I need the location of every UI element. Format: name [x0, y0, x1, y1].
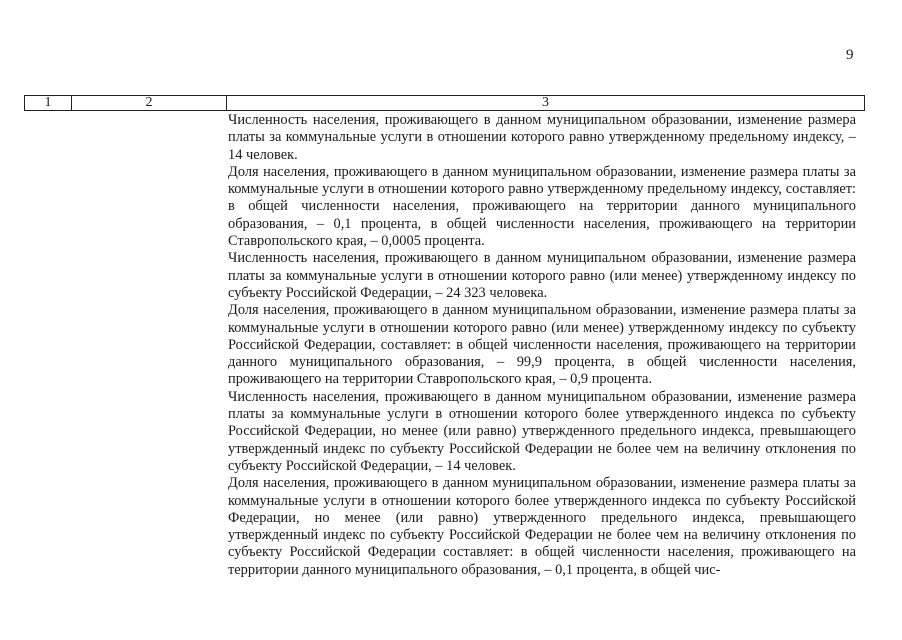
- paragraph-population-share-equal-or-less-index: Доля населения, проживающего в данном муниципальном образовании, изменение размера платы за коммунальные услуги в отношении которого равно (или менее) утвержденному индексу по субъекту Российской Федерации, составляет: в общей численности населения, проживающего на территории данного муниципального образования, – 99,9 процента, в общей численности населения, проживающего на территории Ставропольского края, – 0,9 процента.: [228, 302, 856, 388]
- page-number: 9: [846, 47, 854, 63]
- column-number-row: [25, 96, 865, 111]
- paragraph-population-count-above-index: Численность населения, проживающего в данном муниципальном образовании, изменение размера платы за коммунальные услуги в отношении которого более утвержденного индекса по субъекту Российской Федерации, но менее (или равно) утвержденного предельного индекса, превышающего утвержденный индекс по субъекту Российской Федерации не более чем на величину отклонения по субъекту Российской Федерации, – 14 человек.: [228, 388, 856, 474]
- column-number-2: 2: [72, 96, 227, 111]
- paragraph-population-count-equal-limit: Численность населения, проживающего в данном муниципальном образовании, изменение размера платы за коммунальные услуги в отношении которого равно утвержденному предельному индексу, – 14 человек.: [228, 112, 856, 163]
- column-3-content: [228, 112, 856, 579]
- column-number-1: 1: [25, 96, 72, 111]
- paragraph-population-count-equal-or-less-index: Численность населения, проживающего в данном муниципальном образовании, изменение размера платы за коммунальные услуги в отношении которого равно (или менее) утвержденному индексу по субъекту Российской Федерации, – 24 323 человека.: [228, 250, 856, 301]
- column-number-3: 3: [227, 96, 865, 111]
- paragraph-population-share-above-index: Доля населения, проживающего в данном муниципальном образовании, изменение размера платы за коммунальные услуги в отношении которого более утвержденного индекса по субъекту Российской Федерации, но менее (или равно) утвержденного предельного индекса, превышающего утвержденный индекс по субъекту Российской Федерации не более чем на величину отклонения по субъекту Российской Федерации составляет: в общей численности населения, проживающего на территории данного муниципального образования, – 0,1 процента, в общей чис-: [228, 475, 856, 578]
- paragraph-population-share-equal-limit: Доля населения, проживающего в данном муниципальном образовании, изменение размера платы за коммунальные услуги в отношении которого равно утвержденному предельному индексу, составляет: в общей численности населения, проживающего на территории данного муниципального образования, – 0,1 процента, в общей численности населения, проживающего на территории Ставропольского края, – 0,0005 процента.: [228, 163, 856, 250]
- column-number-header: [24, 95, 865, 111]
